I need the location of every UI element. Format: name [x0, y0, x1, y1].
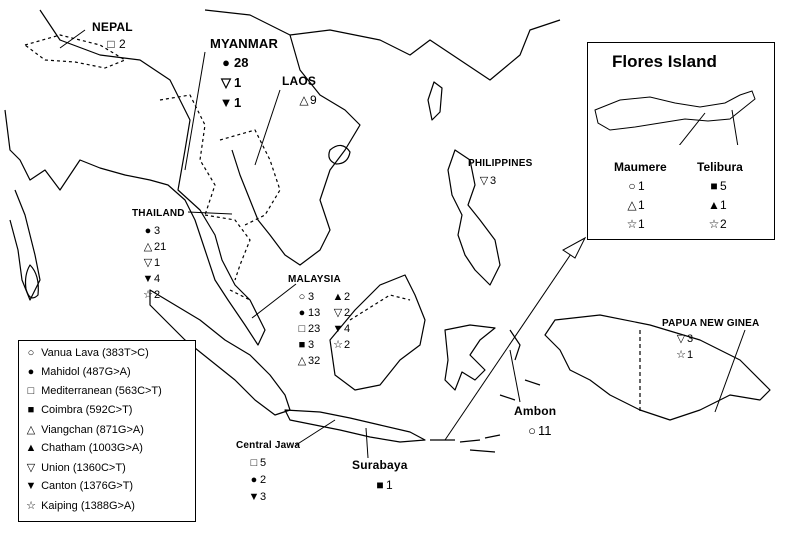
- malaysia-count-right-2: ▼4: [332, 323, 351, 335]
- myanmar-count-2: ▼ 1: [219, 95, 242, 110]
- malaysia-count-right-1: ▽ 2: [333, 307, 351, 319]
- legend-item: △ Viangchan (871G>A): [26, 424, 144, 436]
- malaysia-count-right-0: ▲2: [332, 291, 351, 303]
- papua-count-1: ☆1: [676, 349, 694, 361]
- malaysia-count-left-1: ● 13: [298, 307, 321, 319]
- ambon-count-0: ○ 11: [528, 423, 552, 438]
- surabaya-leader: [366, 428, 368, 458]
- label-nepal: NEPAL: [92, 20, 133, 34]
- laos-border: [220, 130, 280, 225]
- hainan-island: [329, 145, 350, 164]
- label-maumere: Maumere: [614, 160, 667, 174]
- maumere-count-2: ☆1: [626, 217, 645, 231]
- sri-lanka: [26, 265, 39, 298]
- papua-count-0: ▽ 3: [676, 333, 694, 345]
- label-thailand: THAILAND: [132, 208, 185, 219]
- taiwan-island: [428, 82, 442, 120]
- legend-item: □ Mediterranean (563C>T): [27, 385, 162, 397]
- maumere-count-0: ○ 1: [628, 179, 645, 193]
- myanmar-leader: [185, 52, 205, 170]
- thailand-count-4: ☆2: [143, 289, 161, 301]
- legend-item: ▲ Chatham (1003G>A): [25, 442, 143, 454]
- central-jawa-count-1: ● 2: [250, 474, 267, 486]
- myanmar-count-0: ● 28: [222, 55, 249, 70]
- legend-item: ☆ Kaiping (1388G>A): [26, 500, 135, 512]
- malaysia-leader: [252, 284, 296, 318]
- inset-title: Flores Island: [612, 52, 717, 71]
- label-telibura: Telibura: [697, 160, 743, 174]
- laos-leader: [255, 90, 280, 165]
- thailand-count-2: ▽ 1: [143, 257, 161, 269]
- legend-item: ▽ Union (1360C>T): [26, 462, 126, 474]
- legend-item: ■ Coimbra (592C>T): [27, 404, 133, 416]
- maluku-islands: [500, 330, 540, 400]
- malaysia-count-left-3: ■ 3: [298, 339, 315, 351]
- surabaya-count-0: ■ 1: [376, 478, 393, 492]
- legend-item: ● Mahidol (487G>A): [27, 366, 131, 378]
- central-jawa-count-0: □ 5: [250, 457, 267, 469]
- philippines-count-0: ▽ 3: [479, 175, 497, 187]
- lesser-sunda: [430, 435, 500, 452]
- central-jawa-leader: [296, 420, 335, 445]
- laos-count-0: △9: [299, 93, 317, 107]
- label-papua: PAPUA NEW GINEA: [662, 318, 760, 329]
- malaysia-count-right-3: ☆2: [333, 339, 351, 351]
- flores-island-outline: [590, 85, 770, 145]
- malaysia-count-left-0: ○ 3: [298, 291, 315, 303]
- new-guinea-island: [545, 315, 770, 420]
- flores-arrow-head: [563, 238, 585, 258]
- indochina-east-coast: [232, 35, 360, 265]
- java-island: [285, 410, 425, 442]
- telibura-count-2: ☆2: [708, 217, 727, 231]
- sulawesi-island: [445, 325, 495, 390]
- label-ambon: Ambon: [514, 404, 557, 418]
- myanmar-count-1: ▽ 1: [221, 75, 242, 90]
- telibura-count-1: ▲1: [708, 198, 727, 212]
- ambon-leader: [510, 350, 520, 402]
- thailand-count-0: ● 3: [144, 225, 161, 237]
- label-myanmar: MYANMAR: [210, 36, 279, 51]
- legend-item: ▼ Canton (1376G>T): [25, 480, 134, 492]
- label-surabaya: Surabaya: [352, 458, 408, 472]
- central-jawa-count-2: ▼3: [248, 491, 267, 503]
- papua-leader: [715, 330, 745, 412]
- thailand-leader: [188, 212, 232, 214]
- telibura-count-0: ■ 5: [710, 179, 727, 193]
- malaysia-count-left-4: △ 32: [297, 355, 321, 367]
- maumere-count-1: △1: [627, 198, 645, 212]
- malaysia-count-left-2: □ 23: [298, 323, 321, 335]
- label-malaysia: MALAYSIA: [288, 274, 341, 285]
- label-central-jawa: Central Jawa: [236, 440, 301, 451]
- thailand-count-3: ▼4: [142, 273, 161, 285]
- nepal-count-0: □ 2: [107, 37, 126, 51]
- label-laos: LAOS: [282, 74, 317, 88]
- label-philippines: PHILIPPINES: [468, 158, 533, 169]
- legend-item: ○ Vanua Lava (383T>C): [27, 347, 149, 359]
- thailand-count-1: △ 21: [143, 241, 167, 253]
- philippines-islands: [448, 150, 500, 285]
